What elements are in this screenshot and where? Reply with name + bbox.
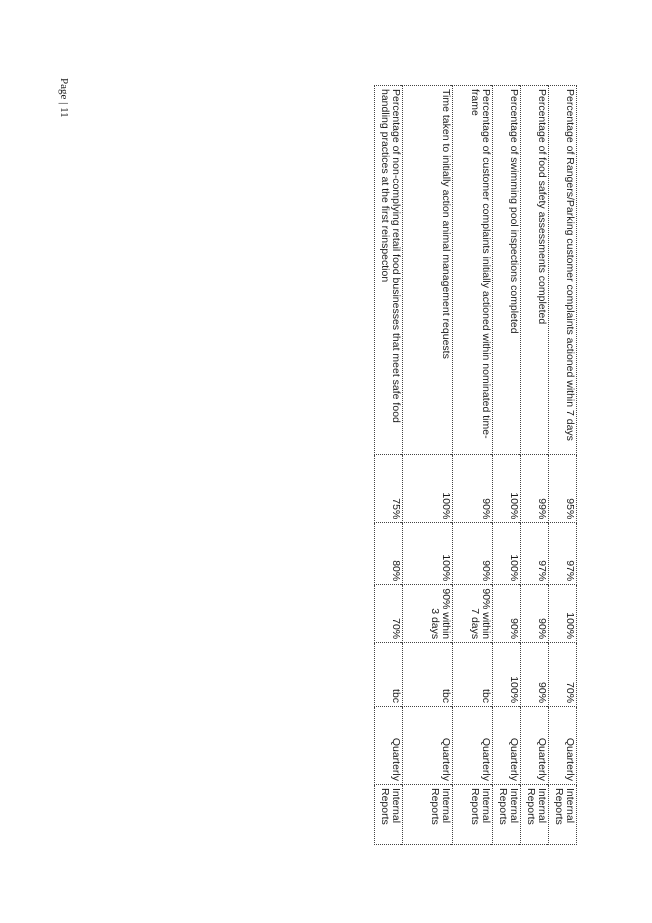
frequency-cell: Quarterly: [403, 707, 453, 785]
value-cell: 90%: [493, 585, 521, 643]
source-cell: Internal Reports: [493, 785, 521, 845]
source-cell: Internal Reports: [521, 785, 549, 845]
source-cell: Internal Reports: [453, 785, 493, 845]
value-cell: 97%: [549, 523, 577, 585]
value-cell: tbc: [375, 643, 403, 707]
source-cell: Internal Reports: [549, 785, 577, 845]
value-cell: 90%: [453, 523, 493, 585]
value-cell: 70%: [375, 585, 403, 643]
measure-cell: Percentage of non-complying retail food businesses that meet safe food handling practices at the first reinspection: [375, 86, 403, 455]
value-cell: 100%: [493, 523, 521, 585]
measure-cell: Percentage of food safety assessments completed: [521, 86, 549, 455]
frequency-cell: Quarterly: [549, 707, 577, 785]
table-row: [493, 86, 521, 845]
source-cell: Internal Reports: [403, 785, 453, 845]
value-cell: 100%: [493, 643, 521, 707]
value-cell: tbc: [453, 643, 493, 707]
frequency-cell: Quarterly: [493, 707, 521, 785]
value-cell: 90%: [521, 585, 549, 643]
value-cell: 80%: [375, 523, 403, 585]
measure-cell: Percentage of customer complaints initially actioned within nominated time-frame: [453, 86, 493, 455]
value-cell: 99%: [521, 455, 549, 523]
frequency-cell: Quarterly: [521, 707, 549, 785]
value-cell: 90% within 3 days: [403, 585, 453, 643]
value-cell: 100%: [403, 455, 453, 523]
page-number: Page | 11: [58, 78, 70, 118]
table-row: [453, 86, 493, 845]
frequency-cell: Quarterly: [375, 707, 403, 785]
table-row: [521, 86, 549, 845]
performance-measures-table-container: [347, 85, 577, 845]
table-row: [403, 86, 453, 845]
value-cell: tbc: [403, 643, 453, 707]
value-cell: 90% within 7 days: [453, 585, 493, 643]
source-cell: Internal Reports: [375, 785, 403, 845]
measure-cell: Time taken to initially action animal management requests: [403, 86, 453, 455]
measure-cell: Percentage of swimming pool inspections completed: [493, 86, 521, 455]
table-row: [549, 86, 577, 845]
value-cell: 100%: [549, 585, 577, 643]
value-cell: 75%: [375, 455, 403, 523]
table-row: [375, 86, 403, 845]
value-cell: 70%: [549, 643, 577, 707]
performance-measures-table: [374, 85, 577, 845]
frequency-cell: Quarterly: [453, 707, 493, 785]
measure-cell: Percentage of Rangers/Parking customer complaints actioned within 7 days: [549, 86, 577, 455]
value-cell: 100%: [493, 455, 521, 523]
value-cell: 95%: [549, 455, 577, 523]
value-cell: 100%: [403, 523, 453, 585]
value-cell: 97%: [521, 523, 549, 585]
value-cell: 90%: [521, 643, 549, 707]
value-cell: 90%: [453, 455, 493, 523]
